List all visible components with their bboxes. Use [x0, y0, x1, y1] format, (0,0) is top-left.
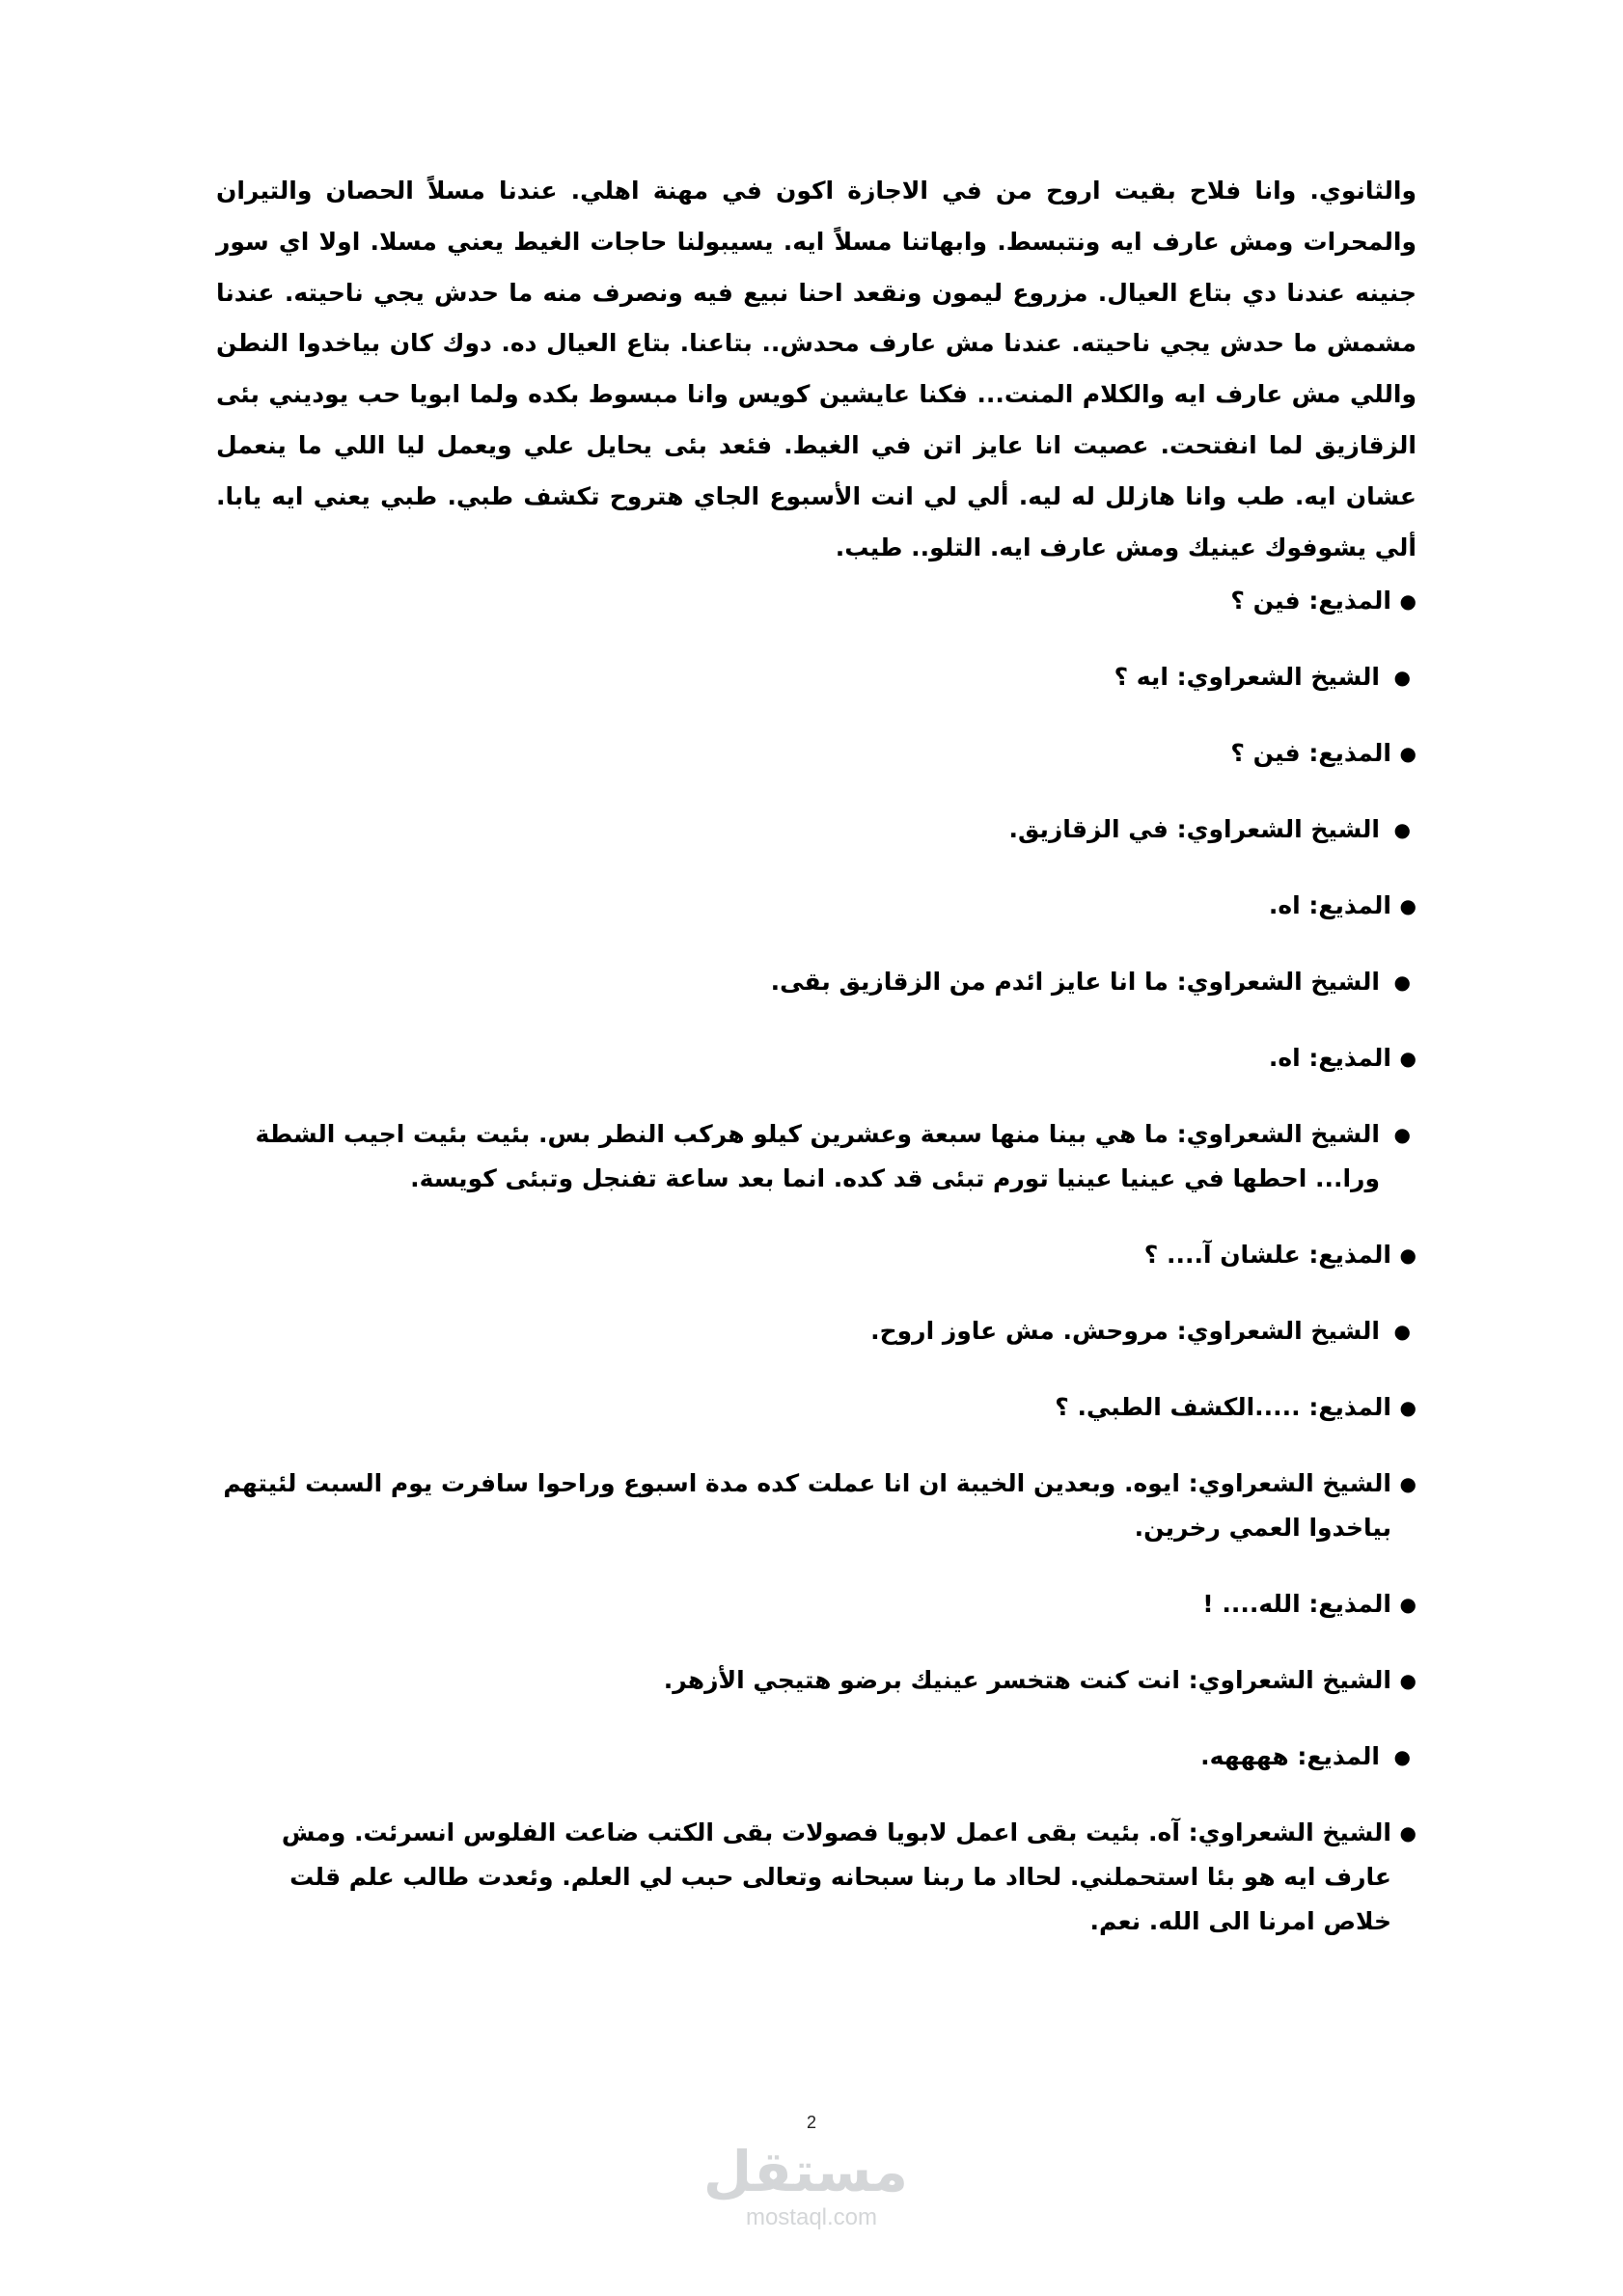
bullet-icon: ● [1399, 1244, 1417, 1268]
watermark-latin: mostaql.com [745, 2204, 878, 2230]
bullet-icon: ● [1399, 894, 1417, 918]
dialogue-text: المذيع: فين ؟ [1230, 739, 1391, 768]
dialogue-item [216, 884, 1417, 928]
dialogue-item [216, 1811, 1417, 1944]
dialogue-item [216, 1309, 1417, 1353]
dialogue-text: المذيع: ههههه. [1200, 1742, 1380, 1771]
dialogue-item [216, 1233, 1417, 1277]
bullet-icon: ● [1399, 1472, 1417, 1496]
dialogue-text: الشيخ الشعراوي: ايه ؟ [1114, 663, 1380, 692]
bullet-icon: ● [1393, 970, 1411, 995]
dialogue-item [216, 807, 1417, 852]
bullet-icon: ● [1393, 818, 1411, 842]
document-body [216, 166, 1417, 1976]
bullet-icon: ● [1393, 1320, 1411, 1344]
watermark-arabic: مستقل [702, 2139, 908, 2204]
dialogue-text: الشيخ الشعراوي: آه. بئيت بقى اعمل لابويا فصولات بقى الكتب ضاعت الفلوس انسرئت. ومش عارف ايه هو بئا استحملني. لحااد ما ربنا سبحانه وتعالى حبب لي العلم. وئعدت طالب علم قلت خلاص امرنا الى الله. نعم. [281, 1818, 1391, 1936]
dialogue-item [216, 655, 1417, 699]
dialogue-item [216, 1462, 1417, 1550]
dialogue-item [216, 1385, 1417, 1430]
dialogue-item [216, 960, 1417, 1004]
dialogue-text: المذيع: فين ؟ [1230, 587, 1391, 615]
intro-paragraph: والثانوي. وانا فلاح بقيت اروح من في الاجازة اكون في مهنة اهلي. عندنا مسلاً الحصان والتيران والمحرات ومش عارف ايه ونتبسط. وابهاتنا مسلاً ايه. يسيبولنا حاجات الغيط يعني مسلا. اولا اي سور جنينه عندنا دي بتاع العيال. مزروع ليمون ونقعد احنا نبيع فيه ونصرف منه ما حدش يجي ناحيته. عندنا مشمش ما حدش يجي ناحيته. عندنا مش عارف محدش.. بتاعنا. بتاع العيال ده. دوك كان بياخدوا النطن واللي مش عارف ايه والكلام المنت... فكنا عايشين كويس وانا مبسوط بكده ولما ابويا حب يوديني بئى الزقازيق لما انفتحت. عصيت انا عايز اتن في الغيط. فئعد بئى يحايل علي ويعمل ليا اللي ما ينعمل عشان ايه. طب وانا هازلل له ليه. ألي لي انت الأسبوع الجاي هتروح تكشف طبي. طبي يعني ايه يابا. ألي يشوفوك عينيك ومش عارف ايه. التلو.. طيب. [216, 177, 1417, 561]
bullet-icon: ● [1393, 666, 1411, 690]
dialogue-item [216, 731, 1417, 776]
bullet-icon: ● [1399, 589, 1417, 614]
dialogue-text: الشيخ الشعراوي: ما هي بينا منها سبعة وعشرين كيلو هركب النطر بس. بئيت بئيت اجيب الشطة ورا... احطها في عينيا عينيا تورم تبئى قد كده. انما بعد ساعة تفنجل وتبئى كويسة. [255, 1120, 1380, 1193]
dialogue-item [216, 1582, 1417, 1626]
dialogue-item [216, 579, 1417, 623]
bullet-icon: ● [1399, 1821, 1417, 1845]
dialogue-item [216, 1112, 1417, 1201]
dialogue-text: المذيع: الله.... ! [1202, 1590, 1391, 1619]
bullet-icon: ● [1399, 1669, 1417, 1693]
dialogue-text: المذيع: .....الكشف الطبي. ؟ [1055, 1393, 1391, 1422]
dialogue-text: الشيخ الشعراوي: انت كنت هتخسر عينيك برضو هتيجي الأزهر. [663, 1666, 1391, 1695]
dialogue-text: الشيخ الشعراوي: ما انا عايز ائدم من الزقازيق بقى. [770, 968, 1380, 997]
bullet-icon: ● [1399, 1593, 1417, 1617]
dialogue-text: الشيخ الشعراوي: في الزقازيق. [1008, 815, 1380, 844]
dialogue-text: الشيخ الشعراوي: ايوه. وبعدين الخيبة ان انا عملت كده مدة اسبوع وراحوا سافرت يوم السبت لئيتهم بياخدوا العمي رخرين. [223, 1469, 1391, 1543]
page-number: 2 [806, 2113, 816, 2132]
bullet-icon: ● [1399, 742, 1417, 766]
dialogue-text: المذيع: علشان آ.... ؟ [1143, 1241, 1391, 1270]
bullet-icon: ● [1393, 1745, 1411, 1769]
bullet-icon: ● [1399, 1047, 1417, 1071]
dialogue-text: المذيع: اه. [1268, 891, 1391, 920]
dialogue-text: المذيع: اه. [1268, 1044, 1391, 1073]
dialogue-item [216, 1036, 1417, 1080]
bullet-icon: ● [1393, 1123, 1411, 1147]
bullet-icon: ● [1399, 1396, 1417, 1420]
dialogue-list [216, 579, 1417, 1944]
dialogue-item [216, 1658, 1417, 1703]
dialogue-item [216, 1735, 1417, 1779]
mostaql-watermark [702, 2138, 908, 2244]
dialogue-text: الشيخ الشعراوي: مروحش. مش عاوز اروح. [870, 1317, 1380, 1346]
